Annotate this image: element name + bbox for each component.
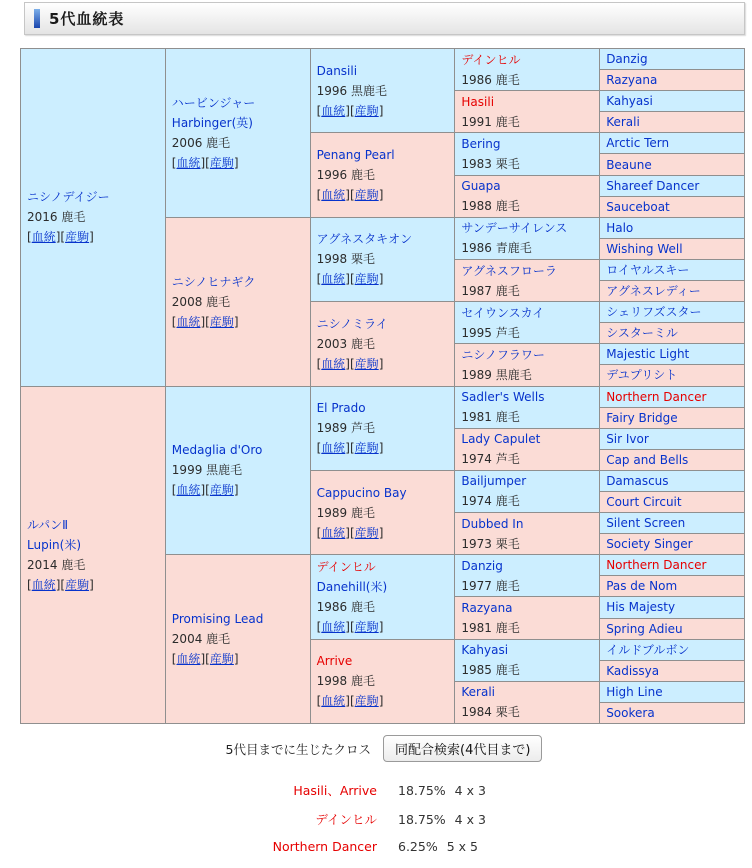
horse-name-link[interactable]: Kahyasi — [461, 643, 509, 658]
horse-name-link[interactable]: Wishing Well — [606, 241, 683, 256]
cross-generation-pattern: 4 x 3 — [454, 783, 486, 798]
bloodline-link[interactable]: 血統 — [176, 155, 201, 170]
cross-horse-name: Hasili、Arrive — [293, 783, 377, 798]
same-mating-search-button[interactable]: 同配合検索(4代目まで) — [383, 735, 542, 762]
pedigree-cell — [600, 681, 745, 702]
bracket: ] — [233, 483, 239, 498]
horse-name-link[interactable]: ハービンジャー — [171, 95, 256, 110]
horse-subname-link[interactable]: Danehill(米) — [316, 579, 388, 594]
bloodline-link[interactable]: 血統 — [31, 577, 56, 592]
bracket: [ — [27, 577, 32, 592]
detail-links — [317, 185, 453, 205]
pedigree-cell — [455, 259, 600, 301]
detail-links — [172, 480, 308, 500]
page-title: 5代血統表 — [49, 10, 125, 28]
detail-links — [172, 153, 308, 173]
horse-name-link[interactable]: Society Singer — [606, 537, 693, 552]
pedigree-cell — [455, 639, 600, 681]
bracket: ][ — [345, 188, 355, 203]
bloodline-link[interactable]: 血統 — [321, 272, 346, 287]
pedigree-cell — [600, 344, 745, 365]
detail-links — [317, 354, 453, 374]
bracket: [ — [171, 483, 177, 498]
pedigree-cell — [600, 281, 745, 302]
bloodline-link[interactable]: 血統 — [31, 230, 56, 245]
bracket: ] — [378, 619, 384, 634]
pedigree-cell — [600, 175, 745, 196]
bloodline-link[interactable]: 血統 — [321, 694, 346, 709]
horse-year-coat: 1991 鹿毛 — [461, 114, 520, 129]
horse-name-link[interactable]: Sauceboat — [606, 199, 670, 214]
bracket: ] — [378, 441, 384, 456]
pedigree-cell — [310, 639, 455, 723]
horse-year-coat: 1973 栗毛 — [461, 536, 520, 551]
horse-year-coat: 1989 黒鹿毛 — [461, 367, 532, 382]
horse-year-coat: 1998 栗毛 — [316, 252, 375, 267]
bracket: ][ — [345, 441, 355, 456]
detail-links — [317, 438, 453, 458]
pedigree-cell — [455, 428, 600, 470]
detail-links — [317, 101, 453, 121]
bloodline-link[interactable]: 血統 — [176, 483, 201, 498]
horse-name-link[interactable]: El Prado — [316, 401, 366, 416]
bracket: [ — [171, 155, 177, 170]
horse-name-link[interactable]: Dubbed In — [461, 516, 524, 531]
offspring-link[interactable]: 産駒 — [354, 188, 379, 203]
cross-section-header — [0, 735, 752, 762]
bloodline-link[interactable]: 血統 — [321, 441, 346, 456]
horse-year-coat: 1986 鹿毛 — [461, 72, 520, 87]
horse-year-coat: 1986 鹿毛 — [316, 599, 375, 614]
horse-name-link[interactable]: ニシノヒナギク — [171, 274, 256, 289]
horse-name-link[interactable]: Northern Dancer — [606, 389, 707, 404]
bloodline-link[interactable]: 血統 — [176, 652, 201, 667]
pedigree-cell — [310, 386, 455, 470]
horse-year-coat: 2003 鹿毛 — [316, 336, 375, 351]
bracket: ] — [378, 188, 384, 203]
pedigree-cell — [165, 386, 310, 555]
horse-name-link[interactable]: ルパンⅡ — [27, 517, 69, 532]
pedigree-cell — [600, 323, 745, 344]
offspring-link[interactable]: 産駒 — [354, 272, 379, 287]
cross-generation-pattern: 4 x 3 — [454, 812, 486, 827]
horse-name-link[interactable]: Danzig — [461, 558, 503, 573]
pedigree-cell — [600, 407, 745, 428]
horse-name-link[interactable]: Penang Pearl — [316, 148, 395, 163]
bracket: [ — [316, 272, 322, 287]
offspring-link[interactable]: 産駒 — [209, 483, 234, 498]
pedigree-cell — [600, 154, 745, 175]
pedigree-cell — [455, 49, 600, 91]
offspring-link[interactable]: 産駒 — [354, 441, 379, 456]
horse-name-link[interactable]: デユプリシト — [606, 368, 678, 383]
pedigree-cell — [600, 534, 745, 555]
bracket: ] — [378, 694, 384, 709]
pedigree-cell — [600, 449, 745, 470]
bracket: [ — [171, 314, 177, 329]
offspring-link[interactable]: 産駒 — [354, 356, 379, 371]
page-title-bar — [24, 2, 745, 35]
pedigree-cell — [455, 597, 600, 639]
horse-name-link[interactable]: アグネスタキオン — [316, 232, 413, 247]
horse-year-coat: 1995 芦毛 — [461, 325, 520, 340]
detail-links — [317, 691, 453, 711]
pedigree-cell — [600, 196, 745, 217]
horse-year-coat: 2006 鹿毛 — [171, 135, 231, 150]
bracket: ] — [89, 577, 94, 592]
cross-percent: 18.75% — [398, 783, 446, 798]
horse-name-link[interactable]: Guapa — [461, 179, 501, 194]
pedigree-cell — [600, 238, 745, 259]
horse-name-link[interactable]: Northern Dancer — [606, 558, 707, 573]
horse-name-link[interactable]: Silent Screen — [606, 516, 686, 531]
horse-name-link[interactable]: ニシノデイジー — [27, 190, 110, 205]
pedigree-cell — [21, 49, 166, 387]
bracket: [ — [27, 230, 32, 245]
bracket: [ — [316, 103, 322, 118]
horse-name-link[interactable]: Shareef Dancer — [606, 178, 700, 193]
pedigree-cell — [600, 133, 745, 154]
horse-name-link[interactable]: Sookera — [606, 705, 655, 720]
horse-name-link[interactable]: Fairy Bridge — [606, 410, 678, 425]
bloodline-link[interactable]: 血統 — [321, 188, 346, 203]
pedigree-cell — [600, 112, 745, 133]
pedigree-cell — [165, 217, 310, 386]
horse-year-coat: 1986 青鹿毛 — [461, 241, 532, 256]
bloodline-link[interactable]: 血統 — [321, 103, 346, 118]
horse-year-coat: 1989 鹿毛 — [316, 505, 375, 520]
detail-links — [172, 649, 308, 669]
pedigree-cell — [600, 555, 745, 576]
horse-name-link[interactable]: アグネスフローラ — [461, 263, 557, 278]
horse-year-coat: 1996 黒鹿毛 — [316, 83, 387, 98]
pedigree-cell — [600, 597, 745, 618]
horse-year-coat: 1981 鹿毛 — [461, 621, 520, 636]
offspring-link[interactable]: 産駒 — [209, 155, 234, 170]
horse-year-coat: 1989 芦毛 — [316, 421, 375, 436]
title-accent-icon — [34, 9, 40, 28]
horse-year-coat: 2004 鹿毛 — [171, 632, 231, 647]
horse-name-link[interactable]: Halo — [606, 220, 634, 235]
pedigree-cell — [600, 513, 745, 534]
detail-links — [317, 523, 453, 543]
horse-year-coat: 1998 鹿毛 — [316, 674, 375, 689]
bracket: ][ — [200, 155, 210, 170]
cross-percent: 18.75% — [398, 812, 446, 827]
horse-name-link[interactable]: Court Circuit — [606, 495, 682, 510]
horse-year-coat: 1987 鹿毛 — [461, 283, 520, 298]
horse-name-link[interactable]: Kerali — [461, 685, 495, 700]
horse-name-link[interactable]: Pas de Nom — [606, 579, 678, 594]
horse-name-link[interactable]: ニシノミライ — [316, 316, 388, 331]
horse-year-coat: 2016 鹿毛 — [27, 210, 86, 225]
bracket: [ — [316, 619, 322, 634]
bracket: ][ — [200, 314, 210, 329]
horse-name-link[interactable]: デインヒル — [316, 559, 376, 574]
detail-links — [317, 617, 453, 637]
horse-name-link[interactable]: イルドブルボン — [606, 642, 690, 657]
bracket: ][ — [345, 525, 355, 540]
bracket: [ — [171, 652, 177, 667]
pedigree-cell — [600, 365, 745, 386]
pedigree-cell — [455, 133, 600, 175]
horse-name-link[interactable]: Hasili — [461, 94, 495, 109]
pedigree-cell — [310, 302, 455, 386]
horse-year-coat: 1977 鹿毛 — [461, 578, 520, 593]
horse-name-link[interactable]: Arctic Tern — [606, 136, 670, 151]
horse-name-link[interactable]: Lady Capulet — [461, 432, 541, 447]
offspring-link[interactable]: 産駒 — [354, 103, 379, 118]
horse-year-coat: 2008 鹿毛 — [171, 294, 231, 309]
bloodline-link[interactable]: 血統 — [176, 314, 201, 329]
horse-subname-link[interactable]: Harbinger(英) — [171, 115, 253, 130]
bloodline-link[interactable]: 血統 — [321, 356, 346, 371]
horse-name-link[interactable]: Arrive — [316, 654, 353, 669]
bracket: [ — [316, 694, 322, 709]
offspring-link[interactable]: 産駒 — [209, 652, 234, 667]
horse-name-link[interactable]: Sir Ivor — [606, 431, 649, 446]
cross-horse-name: Northern Dancer — [272, 839, 377, 854]
bloodline-link[interactable]: 血統 — [321, 619, 346, 634]
pedigree-cell — [165, 49, 310, 218]
horse-name-link[interactable]: Danzig — [606, 52, 648, 67]
pedigree-cell — [600, 428, 745, 449]
bracket: ][ — [345, 356, 355, 371]
horse-year-coat: 1988 鹿毛 — [461, 199, 520, 214]
detail-links — [317, 269, 453, 289]
bracket: ] — [233, 314, 239, 329]
horse-name-link[interactable]: High Line — [606, 684, 663, 699]
offspring-link[interactable]: 産駒 — [354, 619, 379, 634]
bracket: ] — [233, 652, 239, 667]
horse-name-link[interactable]: Bailjumper — [461, 474, 527, 489]
pedigree-cell — [165, 555, 310, 724]
bracket: ] — [378, 272, 384, 287]
horse-name-link[interactable]: シスターミル — [606, 326, 678, 341]
horse-year-coat: 1974 芦毛 — [461, 452, 520, 467]
horse-name-link[interactable]: Kadissya — [606, 663, 660, 678]
pedigree-cell — [600, 702, 745, 723]
pedigree-cell — [600, 639, 745, 660]
bracket: ] — [378, 525, 384, 540]
horse-name-link[interactable]: Cap and Bells — [606, 452, 689, 467]
horse-name-link[interactable]: Bering — [461, 136, 501, 151]
cross-percent: 6.25% — [398, 839, 438, 854]
bracket: [ — [316, 188, 322, 203]
pedigree-cell — [600, 217, 745, 238]
offspring-link[interactable]: 産駒 — [354, 694, 379, 709]
horse-year-coat: 1981 鹿毛 — [461, 410, 520, 425]
horse-name-link[interactable]: アグネスレディー — [606, 284, 701, 299]
horse-name-link[interactable]: Razyana — [606, 73, 658, 88]
bracket: ][ — [55, 577, 66, 592]
bracket: ] — [378, 103, 384, 118]
pedigree-cell — [455, 386, 600, 428]
horse-name-link[interactable]: ニシノフラワー — [461, 347, 545, 362]
horse-name-link[interactable]: Damascus — [606, 473, 669, 488]
cross-row — [0, 810, 752, 825]
cross-section-label: 5代目までに生じたクロス — [225, 741, 371, 757]
bracket: ][ — [200, 652, 210, 667]
bracket: ] — [233, 155, 239, 170]
pedigree-cell — [600, 618, 745, 639]
pedigree-cell — [600, 70, 745, 91]
pedigree-cell — [310, 470, 455, 554]
horse-name-link[interactable]: セイウンスカイ — [461, 305, 545, 320]
horse-subname-link[interactable]: Lupin(米) — [27, 537, 82, 552]
horse-name-link[interactable]: Razyana — [461, 601, 513, 616]
bracket: [ — [316, 441, 322, 456]
bracket: ][ — [55, 230, 66, 245]
pedigree-cell — [600, 386, 745, 407]
cross-generation-pattern: 5 x 5 — [446, 839, 478, 854]
horse-name-link[interactable]: Majestic Light — [606, 347, 690, 362]
pedigree-cell — [455, 344, 600, 386]
pedigree-cell — [600, 470, 745, 491]
pedigree-cell — [310, 133, 455, 217]
cross-list — [0, 781, 752, 868]
bracket: [ — [316, 525, 322, 540]
horse-year-coat: 1996 鹿毛 — [316, 168, 375, 183]
bracket: ][ — [345, 694, 355, 709]
offspring-link[interactable]: 産駒 — [209, 314, 234, 329]
bracket: ][ — [345, 619, 355, 634]
horse-name-link[interactable]: His Majesty — [606, 600, 676, 615]
detail-links — [27, 227, 163, 247]
bracket: ][ — [345, 103, 355, 118]
detail-links — [27, 575, 163, 595]
pedigree-cell — [600, 576, 745, 597]
pedigree-cell — [21, 386, 166, 724]
offspring-link[interactable]: 産駒 — [354, 525, 379, 540]
bracket: [ — [316, 356, 322, 371]
horse-name-link[interactable]: Cappucino Bay — [316, 485, 407, 500]
horse-name-link[interactable]: Beaune — [606, 157, 652, 172]
pedigree-cell — [310, 217, 455, 301]
horse-name-link[interactable]: デインヒル — [461, 52, 521, 67]
detail-links — [172, 312, 308, 332]
cross-row — [0, 781, 752, 796]
pedigree-cell — [600, 302, 745, 323]
horse-name-link[interactable]: Dansili — [316, 63, 358, 78]
pedigree-cell — [455, 555, 600, 597]
horse-year-coat: 1984 栗毛 — [461, 705, 520, 720]
horse-year-coat: 1985 鹿毛 — [461, 663, 520, 678]
pedigree-table — [20, 48, 745, 724]
horse-name-link[interactable]: サンデーサイレンス — [461, 221, 568, 236]
horse-name-link[interactable]: Spring Adieu — [606, 621, 683, 636]
bracket: ][ — [345, 272, 355, 287]
pedigree-cell — [455, 681, 600, 723]
horse-name-link[interactable]: ロイヤルスキー — [606, 262, 690, 277]
horse-name-link[interactable]: シェリフズスター — [606, 305, 702, 320]
pedigree-cell — [455, 513, 600, 555]
bracket: ] — [89, 230, 94, 245]
pedigree-cell — [455, 470, 600, 512]
pedigree-cell — [455, 91, 600, 133]
horse-name-link[interactable]: Sadler's Wells — [461, 390, 545, 405]
bloodline-link[interactable]: 血統 — [321, 525, 346, 540]
horse-year-coat: 1999 黒鹿毛 — [171, 463, 243, 478]
horse-name-link[interactable]: Kahyasi — [606, 94, 653, 109]
horse-year-coat: 1983 栗毛 — [461, 156, 520, 171]
offspring-link[interactable]: 産駒 — [65, 230, 90, 245]
bracket: ] — [378, 356, 384, 371]
horse-year-coat: 1974 鹿毛 — [461, 494, 520, 509]
pedigree-cell — [455, 302, 600, 344]
horse-year-coat: 2014 鹿毛 — [27, 557, 86, 572]
pedigree-cell — [600, 660, 745, 681]
pedigree-cell — [600, 91, 745, 112]
pedigree-cell — [310, 49, 455, 133]
pedigree-cell — [600, 259, 745, 280]
pedigree-cell — [600, 49, 745, 70]
horse-name-link[interactable]: Kerali — [606, 115, 640, 130]
cross-horse-name: デインヒル — [315, 812, 377, 827]
pedigree-cell — [455, 175, 600, 217]
pedigree-cell — [600, 491, 745, 512]
pedigree-cell — [455, 217, 600, 259]
bracket: ][ — [200, 483, 210, 498]
horse-name-link[interactable]: Promising Lead — [171, 612, 264, 627]
pedigree-cell — [310, 555, 455, 639]
cross-row — [0, 839, 752, 854]
horse-name-link[interactable]: Medaglia d'Oro — [171, 443, 263, 458]
offspring-link[interactable]: 産駒 — [65, 577, 90, 592]
